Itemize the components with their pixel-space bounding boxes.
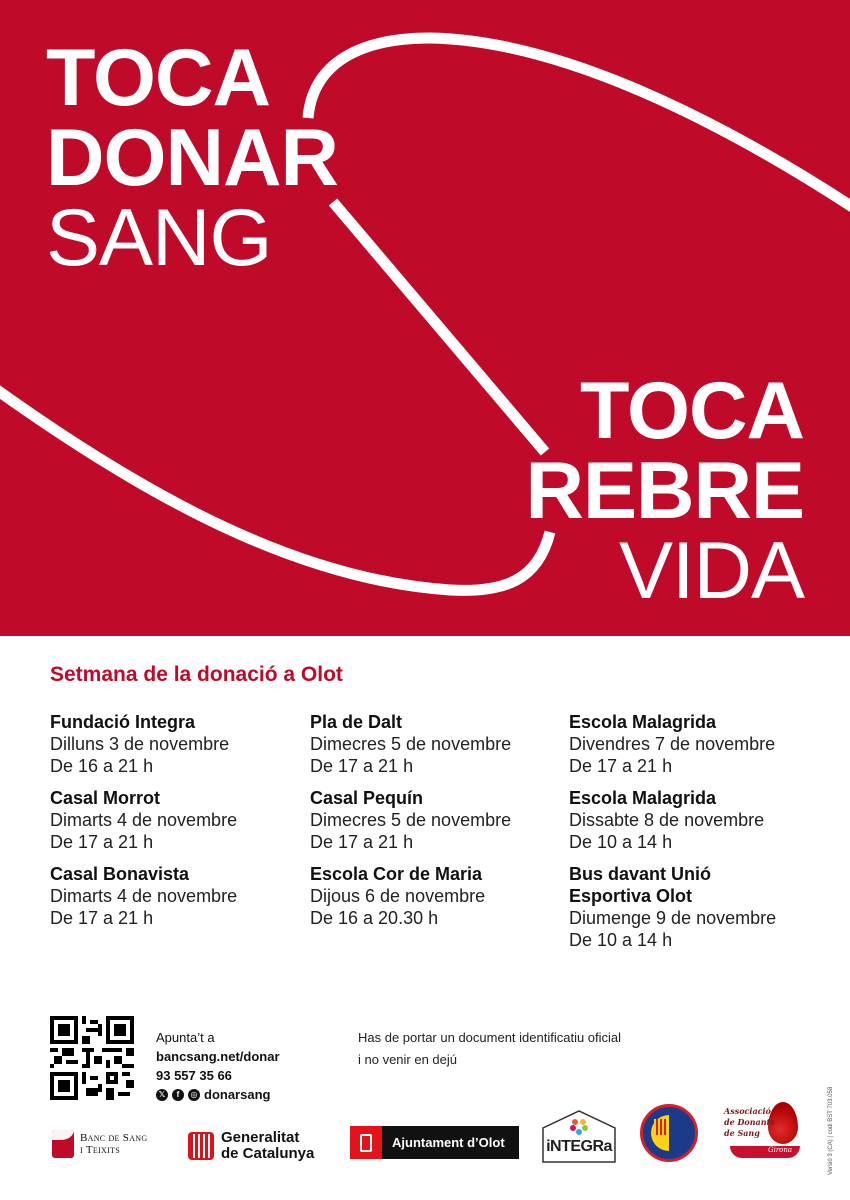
venue-name: Bus davant Unió xyxy=(569,864,712,884)
venue-name-continued: Esportiva Olot xyxy=(569,886,693,906)
headline-left-line3: SANG xyxy=(46,193,272,283)
logo-generalitat xyxy=(188,1130,314,1162)
bst-line2: i Teixits xyxy=(80,1144,120,1156)
logo-integra xyxy=(540,1108,618,1164)
venue-hours: De 17 a 21 h xyxy=(310,832,414,852)
venue-hours: De 16 a 21 h xyxy=(50,756,154,776)
headline-donate xyxy=(46,33,338,283)
contact-info xyxy=(156,1028,280,1104)
headline-left-line2: DONAR xyxy=(46,113,338,203)
schedule-entry xyxy=(310,787,570,853)
logo-unio-esportiva-olot xyxy=(640,1104,698,1162)
venue-date: Dijous 6 de novembre xyxy=(310,886,486,906)
facebook-icon[interactable]: f xyxy=(172,1089,184,1101)
schedule-entry xyxy=(569,787,829,853)
olot-crest-icon xyxy=(350,1126,382,1159)
gen-line2: de Catalunya xyxy=(221,1145,315,1162)
venue-name: Casal Morrot xyxy=(50,788,161,808)
venue-name: Escola Malagrida xyxy=(569,712,717,732)
venue-hours: De 17 a 21 h xyxy=(569,756,673,776)
venue-date: Divendres 7 de novembre xyxy=(569,734,776,754)
schedule-column-1 xyxy=(50,711,310,939)
social-handle[interactable]: donarsang xyxy=(204,1087,271,1102)
venue-name: Casal Pequín xyxy=(310,788,424,808)
phone-number[interactable]: 93 557 35 66 xyxy=(156,1068,232,1083)
venue-hours: De 17 a 21 h xyxy=(310,756,414,776)
headline-left-line1: TOCA xyxy=(46,33,271,123)
schedule-entry xyxy=(50,711,310,777)
venue-name: Escola Cor de Maria xyxy=(310,864,483,884)
logo-associacio-donants xyxy=(724,1102,804,1168)
version-code: Versió 3 (CA) | codi BST 703.058 xyxy=(828,1086,834,1175)
adsg-line2: de Donants xyxy=(724,1117,775,1127)
venue-hours: De 16 a 20.30 h xyxy=(310,908,439,928)
logo-ajuntament-olot xyxy=(350,1126,519,1159)
notice-line-1: Has de portar un document identificatiu oficial xyxy=(358,1030,622,1045)
headline-right-line3: VIDA xyxy=(618,526,804,616)
headline-right-line2: REBRE xyxy=(525,446,804,536)
notice-line-2: i no venir en dejú xyxy=(358,1052,458,1067)
schedule-title: Setmana de la donació a Olot xyxy=(50,663,343,686)
bst-line1: Banc de Sang xyxy=(80,1132,148,1144)
gen-line1: Generalitat xyxy=(221,1129,300,1146)
venue-date: Dilluns 3 de novembre xyxy=(50,734,230,754)
schedule-entry xyxy=(310,863,570,929)
qr-code-icon[interactable] xyxy=(50,1016,134,1100)
banc-de-sang-icon xyxy=(52,1130,74,1158)
signup-label: Apunta’t a xyxy=(156,1030,215,1045)
venue-hours: De 17 a 21 h xyxy=(50,832,154,852)
schedule-entry xyxy=(569,863,829,951)
generalitat-icon xyxy=(188,1132,214,1160)
adsg-line3: de Sang xyxy=(724,1128,760,1138)
venue-name: Casal Bonavista xyxy=(50,864,190,884)
sponsor-logos xyxy=(0,1100,850,1180)
venue-date: Diumenge 9 de novembre xyxy=(569,908,777,928)
venue-name: Fundació Integra xyxy=(50,712,196,732)
venue-name: Escola Malagrida xyxy=(569,788,717,808)
donation-requirements xyxy=(358,1027,621,1071)
schedule-column-3 xyxy=(569,711,829,961)
headline-right-line1: TOCA xyxy=(579,366,804,456)
x-icon[interactable]: 𝕏 xyxy=(156,1089,168,1101)
schedule-column-2 xyxy=(310,711,570,939)
venue-hours: De 10 a 14 h xyxy=(569,832,673,852)
instagram-icon[interactable]: ◎ xyxy=(188,1089,200,1101)
headline-receive xyxy=(525,366,804,616)
venue-date: Dimarts 4 de novembre xyxy=(50,810,238,830)
venue-hours: De 17 a 21 h xyxy=(50,908,154,928)
schedule-entry xyxy=(50,863,310,929)
logo-banc-de-sang xyxy=(52,1130,147,1158)
venue-hours: De 10 a 14 h xyxy=(569,930,673,950)
football-crest-icon xyxy=(651,1115,687,1151)
schedule-entry xyxy=(310,711,570,777)
venue-date: Dimecres 5 de novembre xyxy=(310,734,512,754)
schedule-entry xyxy=(50,787,310,853)
integra-label: iNTEGRa xyxy=(546,1138,612,1155)
venue-date: Dimecres 5 de novembre xyxy=(310,810,512,830)
venue-name: Pla de Dalt xyxy=(310,712,403,732)
adsg-region: Girona xyxy=(768,1146,793,1154)
schedule-entry xyxy=(569,711,829,777)
signup-url-link[interactable]: bancsang.net/donar xyxy=(156,1049,280,1064)
ajuntament-label: Ajuntament d’Olot xyxy=(382,1126,519,1159)
adsg-line1: Associació xyxy=(724,1106,771,1116)
venue-date: Dissabte 8 de novembre xyxy=(569,810,765,830)
venue-date: Dimarts 4 de novembre xyxy=(50,886,238,906)
